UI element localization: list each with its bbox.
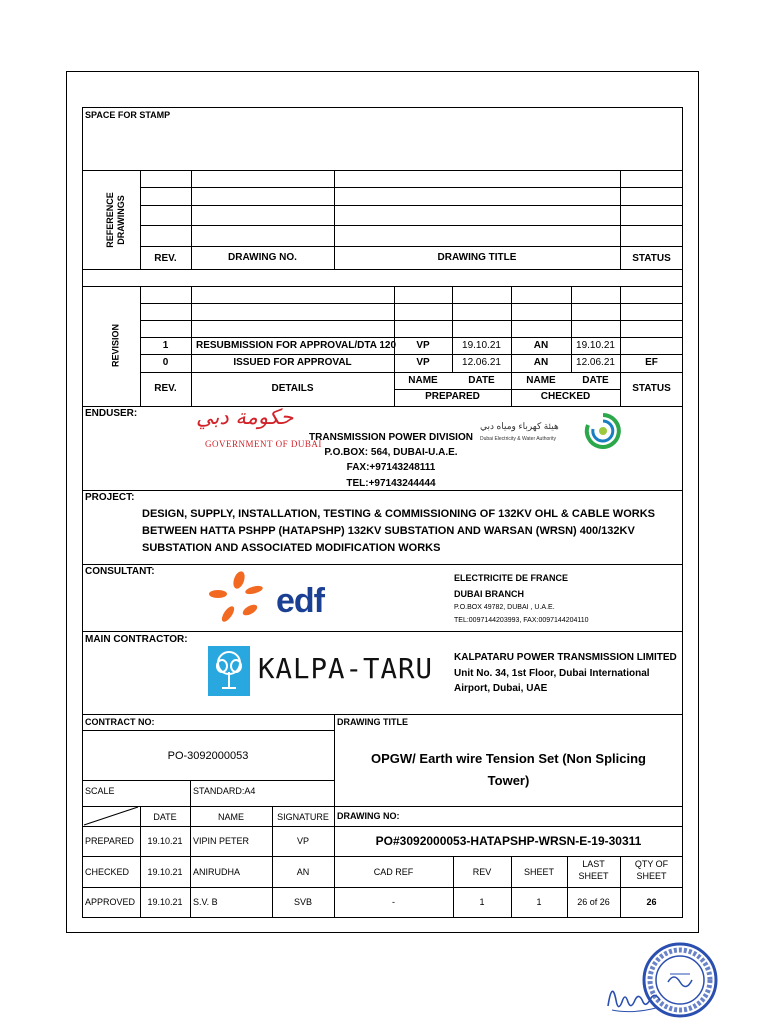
contract-no-label: CONTRACT NO:: [85, 717, 155, 727]
cad-ref-value: -: [392, 897, 395, 907]
division-tel: TEL:+97143244444: [346, 478, 436, 489]
ref-rev-header: REV.: [154, 253, 177, 264]
kalpataru-tree-icon: [208, 646, 250, 696]
ref-drawing-title-header: DRAWING TITLE: [437, 252, 517, 263]
contractor-address: Unit No. 34, 1st Floor, Dubai International: [454, 668, 650, 679]
standard-value: STANDARD:A4: [193, 786, 256, 796]
date-header: DATE: [468, 375, 495, 386]
drawing-title-label: DRAWING TITLE: [337, 717, 408, 727]
enduser-label: ENDUSER:: [85, 408, 138, 419]
details-header: DETAILS: [271, 383, 314, 394]
revision-side-label: REVISION: [110, 324, 121, 368]
project-line: SUBSTATION AND ASSOCIATED MODIFICATION WORKS: [142, 542, 441, 554]
rev-header: REV.: [154, 383, 177, 394]
name-column-header: NAME: [217, 812, 244, 822]
date-header: DATE: [582, 375, 609, 386]
status-header: STATUS: [632, 383, 671, 394]
qty-of-sheet-label: QTY OF SHEET: [634, 859, 669, 881]
rev-value: 1: [479, 897, 485, 907]
cad-ref-label: CAD REF: [373, 867, 414, 877]
last-sheet-value: 26 of 26: [577, 897, 610, 907]
prepared-header: PREPARED: [425, 391, 480, 402]
contractor-address: Airport, Dubai, UAE: [454, 683, 548, 694]
handwritten-signature: [604, 972, 664, 1018]
drawing-title: Tower): [487, 773, 530, 788]
signature-column-header: SIGNATURE: [277, 812, 329, 822]
sheet-value: 1: [536, 897, 542, 907]
ref-drawing-no-header: DRAWING NO.: [228, 252, 297, 263]
ref-status-header: STATUS: [632, 253, 671, 264]
division-name: TRANSMISSION POWER DIVISION: [309, 432, 473, 443]
consultant-label: CONSULTANT:: [85, 566, 155, 577]
qty-value: 26: [646, 897, 657, 907]
name-header: NAME: [408, 375, 438, 386]
consultant-branch: DUBAI BRANCH: [454, 589, 524, 599]
edf-sun-icon: [204, 570, 274, 626]
project-line: BETWEEN HATTA PSHPP (HATAPSHP) 132KV SUBSTATION AND WARSAN (WRSN) 400/132KV: [142, 525, 635, 537]
diagonal-mark-icon: [82, 806, 140, 826]
consultant-pobox: P.O.BOX 49782, DUBAI , U.A.E.: [454, 604, 555, 611]
date-column-header: DATE: [153, 812, 177, 822]
project-line: DESIGN, SUPPLY, INSTALLATION, TESTING & COMMISSIONING OF 132KV OHL & CABLE WORKS: [142, 508, 655, 520]
drawing-no: PO#3092000053-HATAPSHP-WRSN-E-19-30311: [375, 834, 642, 848]
last-sheet-label: LAST SHEET: [578, 859, 609, 881]
division-fax: FAX:+97143248111: [346, 462, 436, 473]
main-contractor-label: MAIN CONTRACTOR:: [85, 634, 188, 645]
project-label: PROJECT:: [85, 492, 135, 503]
reference-side-label: REFERENCE DRAWINGS: [105, 192, 126, 248]
checked-header: CHECKED: [540, 391, 591, 402]
name-header: NAME: [526, 375, 556, 386]
stamp-label: SPACE FOR STAMP: [85, 110, 171, 120]
drawing-no-label: DRAWING NO:: [337, 811, 400, 821]
drawing-title: OPGW/ Earth wire Tension Set (Non Splicing: [371, 751, 646, 766]
consultant-name: ELECTRICITE DE FRANCE: [454, 573, 569, 583]
rev-label: REV: [472, 867, 492, 877]
scale-label: SCALE: [85, 786, 115, 796]
dewa-emblem-icon: [584, 412, 622, 450]
sheet-label: SHEET: [523, 867, 554, 877]
consultant-tel-fax: TEL:0097144203993, FAX:0097144204110: [454, 617, 589, 624]
contractor-name: KALPATARU POWER TRANSMISSION LIMITED: [454, 652, 677, 663]
contract-no: PO-3092000053: [167, 750, 249, 762]
division-pobox: P.O.BOX: 564, DUBAI-U.A.E.: [324, 447, 458, 458]
